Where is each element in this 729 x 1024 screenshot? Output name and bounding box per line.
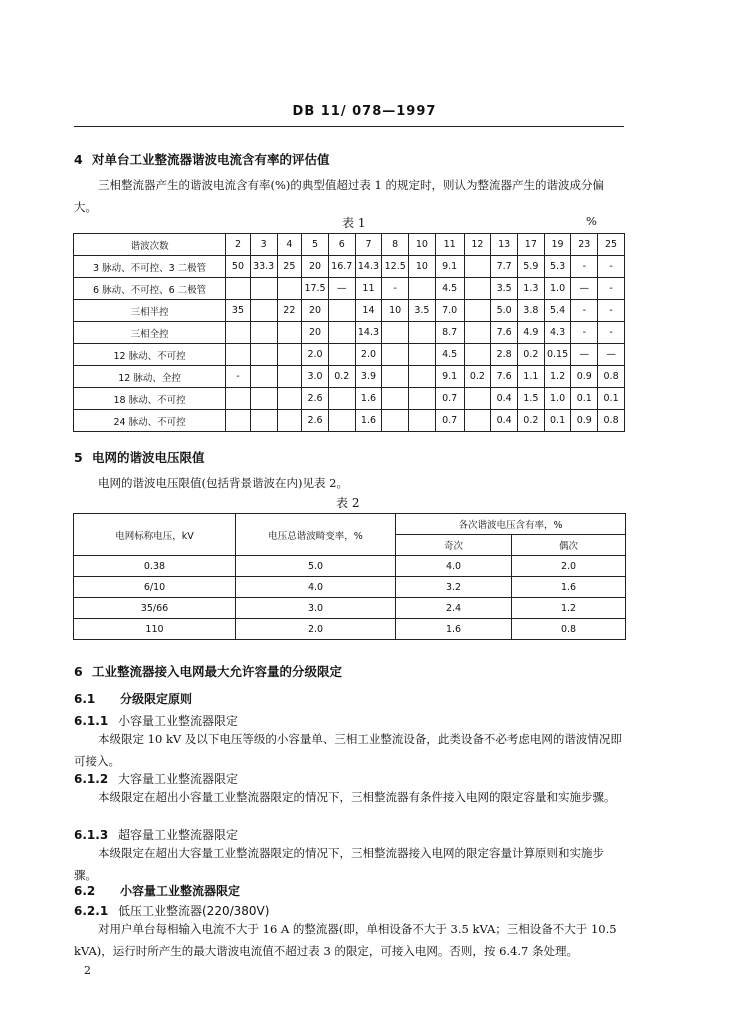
harmonic-value-cell xyxy=(409,410,436,432)
nominal-voltage-cell: 110 xyxy=(74,619,236,640)
harmonic-value-cell: 3.5 xyxy=(491,278,518,300)
harmonic-value-cell: 0.4 xyxy=(491,388,518,410)
section-6-number: 6 xyxy=(74,664,83,679)
nominal-voltage-cell: 6/10 xyxy=(74,577,236,598)
harmonic-value-cell: 0.9 xyxy=(571,366,598,388)
harmonic-value-cell: 8.7 xyxy=(435,322,464,344)
table-header-cell: 23 xyxy=(571,234,598,256)
harmonic-value-cell: 0.15 xyxy=(544,344,571,366)
harmonic-value-cell: 14 xyxy=(355,300,382,322)
harmonic-value-cell: 2.6 xyxy=(302,388,329,410)
table-row xyxy=(74,300,625,322)
section-4-number: 4 xyxy=(74,152,83,167)
table-header-cell: 7 xyxy=(355,234,382,256)
section-6-1-3-title: 超容量工业整流器限定 xyxy=(118,828,239,842)
harmonic-value-cell xyxy=(328,344,355,366)
table-header-cell: 10 xyxy=(409,234,436,256)
voltage-limit-cell: 3.0 xyxy=(236,598,396,619)
harmonic-value-cell: 16.7 xyxy=(328,256,355,278)
harmonic-value-cell xyxy=(409,366,436,388)
section-6-2-number: 6.2 xyxy=(74,884,96,898)
harmonic-value-cell xyxy=(464,256,491,278)
harmonic-value-cell: 35 xyxy=(226,300,251,322)
harmonic-value-cell xyxy=(328,388,355,410)
harmonic-value-cell xyxy=(409,344,436,366)
voltage-limit-cell: 4.0 xyxy=(236,577,396,598)
section-6-1-3-heading xyxy=(74,826,238,843)
harmonic-value-cell: 2.8 xyxy=(491,344,518,366)
harmonic-value-cell: 4.9 xyxy=(517,322,544,344)
harmonic-value-cell xyxy=(250,300,277,322)
harmonic-value-cell: 20 xyxy=(302,256,329,278)
harmonic-value-cell: - xyxy=(598,256,625,278)
voltage-limit-cell: 2.0 xyxy=(512,556,626,577)
table-row xyxy=(74,619,626,640)
harmonic-value-cell: 2.0 xyxy=(355,344,382,366)
harmonic-value-cell: 7.6 xyxy=(491,366,518,388)
harmonic-value-cell xyxy=(250,366,277,388)
harmonic-value-cell: 0.8 xyxy=(598,366,625,388)
harmonic-value-cell xyxy=(464,300,491,322)
table-2-header-row xyxy=(74,514,626,535)
harmonic-value-cell xyxy=(464,278,491,300)
rectifier-type-cell: 12 脉动、全控 xyxy=(74,366,226,388)
table-header-cell: 12 xyxy=(464,234,491,256)
harmonic-value-cell: 25 xyxy=(277,256,302,278)
table-2-col-even: 偶次 xyxy=(512,535,626,556)
table-header-cell: 4 xyxy=(277,234,302,256)
table-header-cell: 5 xyxy=(302,234,329,256)
table-row xyxy=(74,598,626,619)
section-6-1-1-paragraph: 本级限定 10 kV 及以下电压等级的小容量单、三相工业整流设备，此类设备不必考虑电网的谐波情况即可接入。 xyxy=(74,732,622,768)
harmonic-value-cell: 17.5 xyxy=(302,278,329,300)
harmonic-value-cell: 2.0 xyxy=(302,344,329,366)
section-6-1-title: 分级限定原则 xyxy=(120,692,193,706)
harmonic-value-cell xyxy=(226,278,251,300)
harmonic-value-cell xyxy=(250,388,277,410)
harmonic-value-cell xyxy=(277,410,302,432)
harmonic-value-cell xyxy=(464,322,491,344)
rectifier-type-cell: 三相全控 xyxy=(74,322,226,344)
harmonic-value-cell: - xyxy=(598,300,625,322)
rectifier-type-cell: 3 脉动、不可控、3 二极管 xyxy=(74,256,226,278)
table-header-cell: 6 xyxy=(328,234,355,256)
harmonic-value-cell: 14.3 xyxy=(355,322,382,344)
harmonic-value-cell: 1.6 xyxy=(355,388,382,410)
section-6-1-heading xyxy=(74,690,192,707)
section-6-2-1-paragraph: 对用户单台每相输入电流不大于 16 A 的整流器(即，单相设备不大于 3.5 kVA；三相设备不大于 10.5 kVA)，运行时所产生的最大谐波电流值不超过表 3 的限定，可接入电网。否则，按 6.4.7 条处理。 xyxy=(74,922,617,958)
harmonic-voltage-table xyxy=(73,513,626,640)
harmonic-value-cell: 0.1 xyxy=(571,388,598,410)
harmonic-value-cell xyxy=(328,410,355,432)
table-2-caption: 表 2 xyxy=(336,496,360,510)
harmonic-value-cell: 0.7 xyxy=(435,410,464,432)
harmonic-value-cell: 7.7 xyxy=(491,256,518,278)
harmonic-value-cell: 22 xyxy=(277,300,302,322)
nominal-voltage-cell: 35/66 xyxy=(74,598,236,619)
section-6-1-2-heading xyxy=(74,770,238,787)
table-2-col-group: 各次谐波电压含有率，% xyxy=(396,514,626,535)
section-6-2-heading xyxy=(74,882,240,899)
harmonic-value-cell: 0.2 xyxy=(328,366,355,388)
harmonic-value-cell: — xyxy=(571,344,598,366)
harmonic-value-cell xyxy=(226,344,251,366)
harmonic-value-cell: 12.5 xyxy=(382,256,409,278)
page-number: 2 xyxy=(84,964,91,977)
harmonic-value-cell xyxy=(382,366,409,388)
harmonic-value-cell: 1.5 xyxy=(517,388,544,410)
section-6-2-1-number: 6.2.1 xyxy=(74,904,109,918)
table-header-cell: 谐波次数 xyxy=(74,234,226,256)
harmonic-value-cell: 5.4 xyxy=(544,300,571,322)
section-4-paragraph: 三相整流器产生的谐波电流含有率(%)的典型值超过表 1 的规定时，则认为整流器产生的谐波成分偏大。 xyxy=(74,178,605,214)
rectifier-type-cell: 6 脉动、不可控、6 二极管 xyxy=(74,278,226,300)
harmonic-value-cell: 0.9 xyxy=(571,410,598,432)
section-6-title: 工业整流器接入电网最大允许容量的分级限定 xyxy=(92,664,343,679)
voltage-limit-cell: 2.4 xyxy=(396,598,512,619)
harmonic-value-cell: 3.8 xyxy=(517,300,544,322)
harmonic-value-cell: 1.2 xyxy=(544,366,571,388)
harmonic-value-cell: 0.2 xyxy=(517,410,544,432)
harmonic-current-table xyxy=(73,233,625,432)
harmonic-value-cell xyxy=(226,410,251,432)
harmonic-value-cell xyxy=(409,278,436,300)
table-row xyxy=(74,278,625,300)
table-header-cell: 19 xyxy=(544,234,571,256)
table-2-col-thd: 电压总谐波畸变率，% xyxy=(236,514,396,556)
harmonic-value-cell xyxy=(382,322,409,344)
voltage-limit-cell: 1.6 xyxy=(512,577,626,598)
harmonic-value-cell: 20 xyxy=(302,322,329,344)
harmonic-value-cell xyxy=(250,344,277,366)
harmonic-value-cell xyxy=(277,278,302,300)
harmonic-value-cell: 0.8 xyxy=(598,410,625,432)
harmonic-value-cell: 3.0 xyxy=(302,366,329,388)
table-2-col-voltage: 电网标称电压，kV xyxy=(74,514,236,556)
harmonic-value-cell: 3.9 xyxy=(355,366,382,388)
harmonic-value-cell: 5.0 xyxy=(491,300,518,322)
section-6-2-1-title: 低压工业整流器(220/380V) xyxy=(118,904,270,918)
voltage-limit-cell: 1.2 xyxy=(512,598,626,619)
harmonic-value-cell: 4.5 xyxy=(435,278,464,300)
harmonic-value-cell xyxy=(328,322,355,344)
harmonic-value-cell: 20 xyxy=(302,300,329,322)
harmonic-value-cell: 0.2 xyxy=(464,366,491,388)
table-row xyxy=(74,410,625,432)
harmonic-value-cell: 14.3 xyxy=(355,256,382,278)
harmonic-value-cell: - xyxy=(598,322,625,344)
table-row xyxy=(74,322,625,344)
table-2-col-odd: 奇次 xyxy=(396,535,512,556)
voltage-limit-cell: 4.0 xyxy=(396,556,512,577)
voltage-limit-cell: 5.0 xyxy=(236,556,396,577)
harmonic-value-cell: 0.4 xyxy=(491,410,518,432)
section-6-1-1-number: 6.1.1 xyxy=(74,714,109,728)
section-6-heading xyxy=(74,662,342,680)
table-row xyxy=(74,556,626,577)
voltage-limit-cell: 1.6 xyxy=(396,619,512,640)
harmonic-value-cell xyxy=(409,388,436,410)
harmonic-value-cell: 4.5 xyxy=(435,344,464,366)
table-1-unit: % xyxy=(586,214,597,228)
harmonic-value-cell: 5.3 xyxy=(544,256,571,278)
harmonic-value-cell xyxy=(277,388,302,410)
section-6-1-number: 6.1 xyxy=(74,692,96,706)
table-header-cell: 25 xyxy=(598,234,625,256)
table-header-cell: 8 xyxy=(382,234,409,256)
harmonic-value-cell: — xyxy=(571,278,598,300)
section-6-1-2-paragraph: 本级限定在超出小容量工业整流器限定的情况下，三相整流器有条件接入电网的限定容量和实施步骤。 xyxy=(98,790,616,804)
harmonic-value-cell: - xyxy=(382,278,409,300)
section-5-paragraph: 电网的谐波电压限值(包括背景谐波在内)见表 2。 xyxy=(98,476,348,490)
standard-code-header: DB 11/ 078—1997 xyxy=(292,104,437,119)
harmonic-value-cell xyxy=(464,388,491,410)
harmonic-value-cell: 5.9 xyxy=(517,256,544,278)
harmonic-value-cell: 0.1 xyxy=(598,388,625,410)
voltage-limit-cell: 0.8 xyxy=(512,619,626,640)
table-header-cell: 3 xyxy=(250,234,277,256)
table-1-caption: 表 1 xyxy=(342,216,366,230)
rectifier-type-cell: 18 脉动、不可控 xyxy=(74,388,226,410)
harmonic-value-cell: 10 xyxy=(409,256,436,278)
harmonic-value-cell: 7.0 xyxy=(435,300,464,322)
harmonic-value-cell xyxy=(226,322,251,344)
harmonic-value-cell: — xyxy=(598,344,625,366)
harmonic-value-cell xyxy=(250,278,277,300)
harmonic-value-cell xyxy=(277,322,302,344)
section-6-1-1-title: 小容量工业整流器限定 xyxy=(118,714,239,728)
harmonic-value-cell xyxy=(277,344,302,366)
table-row xyxy=(74,366,625,388)
table-header-cell: 2 xyxy=(226,234,251,256)
harmonic-value-cell xyxy=(464,344,491,366)
harmonic-value-cell: 1.0 xyxy=(544,388,571,410)
harmonic-value-cell: — xyxy=(328,278,355,300)
table-header-cell: 13 xyxy=(491,234,518,256)
harmonic-value-cell: 33.3 xyxy=(250,256,277,278)
section-6-2-title: 小容量工业整流器限定 xyxy=(120,884,241,898)
harmonic-value-cell: - xyxy=(571,322,598,344)
table-row xyxy=(74,388,625,410)
section-4-title: 对单台工业整流器谐波电流含有率的评估值 xyxy=(92,152,330,167)
harmonic-value-cell: 1.0 xyxy=(544,278,571,300)
harmonic-value-cell: 0.1 xyxy=(544,410,571,432)
section-6-2-1-heading xyxy=(74,902,269,919)
rectifier-type-cell: 三相半控 xyxy=(74,300,226,322)
harmonic-value-cell xyxy=(277,366,302,388)
harmonic-value-cell: 50 xyxy=(226,256,251,278)
section-5-heading xyxy=(74,448,205,466)
harmonic-value-cell: 0.2 xyxy=(517,344,544,366)
rectifier-type-cell: 24 脉动、不可控 xyxy=(74,410,226,432)
section-6-1-1-heading xyxy=(74,712,238,729)
harmonic-value-cell: 10 xyxy=(382,300,409,322)
harmonic-value-cell: 4.3 xyxy=(544,322,571,344)
section-6-1-3-number: 6.1.3 xyxy=(74,828,109,842)
harmonic-value-cell: 9.1 xyxy=(435,256,464,278)
harmonic-value-cell: 3.5 xyxy=(409,300,436,322)
rectifier-type-cell: 12 脉动、不可控 xyxy=(74,344,226,366)
harmonic-value-cell xyxy=(409,322,436,344)
table-header-cell: 11 xyxy=(435,234,464,256)
voltage-limit-cell: 3.2 xyxy=(396,577,512,598)
harmonic-value-cell xyxy=(250,410,277,432)
section-5-title: 电网的谐波电压限值 xyxy=(92,450,205,465)
harmonic-value-cell xyxy=(226,388,251,410)
harmonic-value-cell: - xyxy=(571,256,598,278)
table-row xyxy=(74,256,625,278)
table-row xyxy=(74,577,626,598)
harmonic-value-cell: - xyxy=(226,366,251,388)
harmonic-value-cell: - xyxy=(598,278,625,300)
harmonic-value-cell: 1.3 xyxy=(517,278,544,300)
harmonic-value-cell: 7.6 xyxy=(491,322,518,344)
section-6-1-3-paragraph: 本级限定在超出大容量工业整流器限定的情况下，三相整流器接入电网的限定容量计算原则和实施步骤。 xyxy=(74,846,604,882)
table-header-cell: 17 xyxy=(517,234,544,256)
table-1-header-row xyxy=(74,234,625,256)
harmonic-value-cell: 1.1 xyxy=(517,366,544,388)
harmonic-value-cell: - xyxy=(571,300,598,322)
harmonic-value-cell: 11 xyxy=(355,278,382,300)
nominal-voltage-cell: 0.38 xyxy=(74,556,236,577)
section-4-heading xyxy=(74,150,330,168)
harmonic-value-cell xyxy=(382,344,409,366)
harmonic-value-cell: 2.6 xyxy=(302,410,329,432)
voltage-limit-cell: 2.0 xyxy=(236,619,396,640)
section-5-number: 5 xyxy=(74,450,83,465)
harmonic-value-cell xyxy=(328,300,355,322)
harmonic-value-cell: 0.7 xyxy=(435,388,464,410)
harmonic-value-cell xyxy=(464,410,491,432)
section-6-1-2-title: 大容量工业整流器限定 xyxy=(118,772,239,786)
harmonic-value-cell xyxy=(250,322,277,344)
header-rule xyxy=(74,126,624,127)
section-6-1-2-number: 6.1.2 xyxy=(74,772,109,786)
harmonic-value-cell xyxy=(382,410,409,432)
harmonic-value-cell xyxy=(382,388,409,410)
table-row xyxy=(74,344,625,366)
harmonic-value-cell: 1.6 xyxy=(355,410,382,432)
harmonic-value-cell: 9.1 xyxy=(435,366,464,388)
